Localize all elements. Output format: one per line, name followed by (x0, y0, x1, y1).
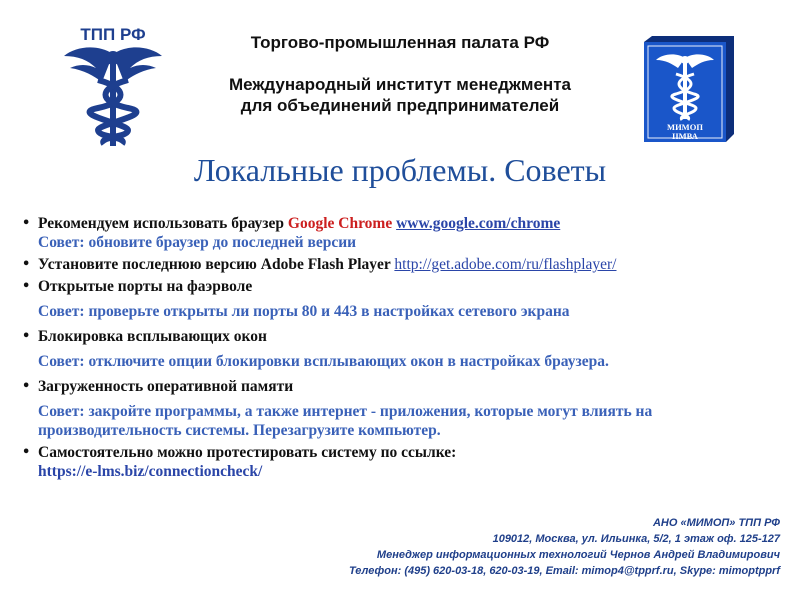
bullet-icon: • (22, 257, 31, 272)
item-text: Блокировка всплывающих окон (38, 328, 267, 345)
logo-text: ТПП РФ (80, 25, 146, 44)
browser-name: Google Chrome (287, 215, 393, 232)
caduceus-book-icon (638, 36, 736, 144)
item-text: Загруженность оперативной памяти (38, 378, 294, 395)
mimop-logo (638, 36, 736, 144)
connection-check-link[interactable]: https://e-lms.biz/connectioncheck/ (38, 463, 263, 480)
caduceus-icon (58, 18, 168, 150)
footer-manager: Менеджер информационных технологий Чернов Андрей Владимирович (376, 549, 780, 561)
list-item-browser (20, 214, 790, 252)
page-title: Локальные проблемы. Советы (193, 152, 607, 188)
footer-address: 109012, Москва, ул. Ильинка, 5/2, 1 этаж оф. 125-127 (492, 533, 780, 545)
list-item-selftest (20, 443, 790, 481)
logo-mba-text: IIМВА (672, 131, 698, 141)
flash-link[interactable]: http://get.adobe.com/ru/flashplayer/ (394, 256, 617, 273)
item-text: Установите последнюю версию Adobe Flash Player (38, 256, 395, 273)
header-institute-line1: Международный институт менеджмента (228, 75, 571, 94)
list-item-popups (20, 327, 790, 371)
chrome-link[interactable]: www.google.com/chrome (396, 215, 561, 232)
header (170, 32, 630, 116)
footer-org: АНО «МИМОП» ТПП РФ (652, 517, 780, 529)
footer-contacts: Телефон: (495) 620-03-18, 620-03-19, Email: mimop4@tpprf.ru, Skype: mimoptpprf (349, 565, 780, 577)
list-item-ports (20, 277, 790, 321)
tpp-logo (58, 18, 168, 150)
tip-text: Совет: закройте программы, а также интернет - приложения, которые могут влиять на производительность системы. Перезагрузите компьютер. (38, 403, 653, 439)
list-item-memory (20, 377, 790, 440)
header-chamber: Торгово-промышленная палата РФ (250, 33, 550, 52)
tip-text: Совет: проверьте открыты ли порты 80 и 443 в настройках сетевого экрана (38, 303, 570, 320)
bullet-icon: • (22, 216, 31, 231)
list-item-flash (20, 255, 790, 274)
bullet-icon: • (22, 445, 31, 460)
item-text: Открытые порты на фаэрволе (38, 278, 253, 295)
bullet-icon: • (22, 379, 31, 394)
header-institute-line2: для объединений предпринимателей (240, 96, 560, 115)
item-text: Самостоятельно можно протестировать систему по ссылке: (38, 444, 457, 461)
tip-text: Совет: обновите браузер до последней версии (38, 234, 357, 251)
contact-footer (220, 515, 780, 579)
tip-text: Совет: отключите опции блокировки всплывающих окон в настройках браузера. (38, 353, 609, 370)
bullet-icon: • (22, 329, 31, 344)
tips-list (20, 214, 790, 484)
bullet-icon: • (22, 279, 31, 294)
logo-mimop-text: МИМОП (667, 122, 703, 132)
item-text: Рекомендуем использовать браузер (38, 215, 288, 232)
